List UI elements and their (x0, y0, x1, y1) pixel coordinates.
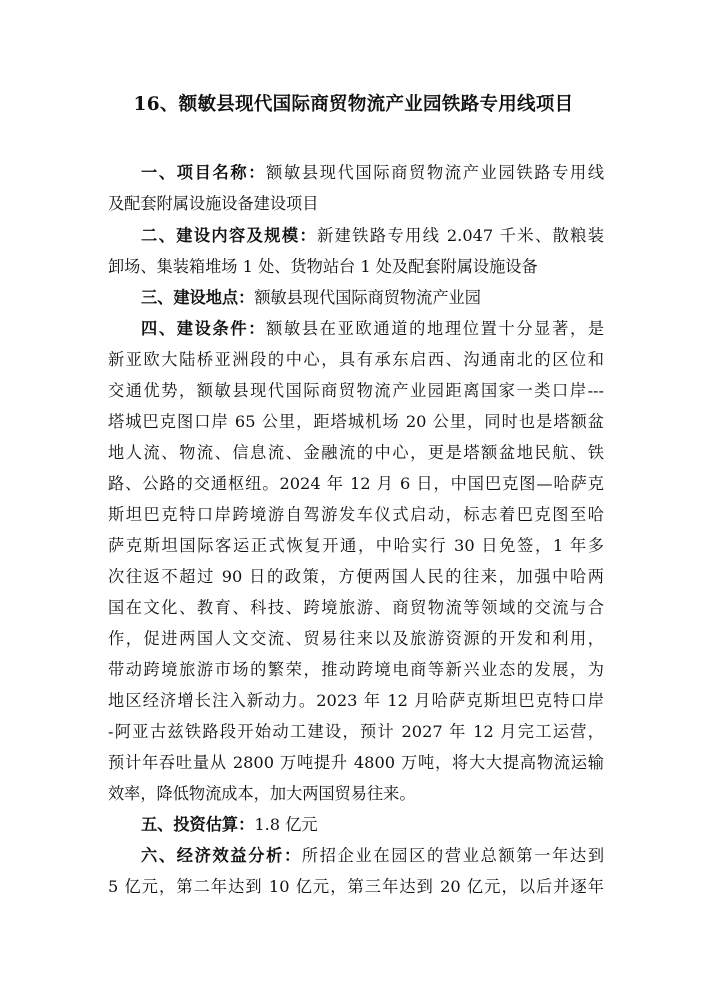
conditions-text: 额敏县在亚欧通道的地理位置十分显著，是 (266, 319, 604, 338)
scope-line (141, 225, 604, 247)
text-line: 效率，降低物流成本，加大两国贸易往来。 (108, 784, 416, 803)
text-line: 新亚欧大陆桥亚洲段的中心，具有承东启西、沟通南北的区位和 (108, 350, 604, 369)
document-title: 16、额敏县现代国际商贸物流产业园铁路专用线项目 (133, 94, 574, 115)
text-line: 地人流、物流、信息流、金融流的中心，更是塔额盆地民航、铁 (108, 443, 604, 462)
scope-label: 二、建设内容及规模： (141, 226, 318, 245)
text-line: 带动跨境旅游市场的繁荣，推动跨境电商等新兴业态的发展，为 (108, 660, 604, 679)
location-text: 额敏县现代国际商贸物流产业园 (254, 288, 481, 307)
text-line: 及配套附属设施设备建设项目 (108, 194, 319, 213)
conditions-line (141, 318, 604, 340)
benefit-text: 所招企业在园区的营业总额第一年达到 (301, 846, 604, 865)
text-line: 萨克斯坦国际客运正式恢复开通，中哈实行 30 日免签，1 年多 (108, 536, 604, 555)
location-line (141, 287, 604, 309)
investment-line (141, 814, 604, 836)
text-line: 斯坦巴克特口岸跨境游自驾游发车仪式启动，标志着巴克图至哈 (108, 505, 604, 524)
text-line: 国在文化、教育、科技、跨境旅游、商贸物流等领域的交流与合 (108, 598, 604, 617)
conditions-label: 四、建设条件： (141, 319, 267, 338)
location-label: 三、建设地点： (141, 288, 255, 307)
text-line: 交通优势，额敏县现代国际商贸物流产业园距离国家一类口岸--- (108, 381, 604, 400)
benefit-line (141, 845, 604, 867)
project-name-label: 一、项目名称： (141, 163, 267, 182)
text-line: 塔城巴克图口岸 65 公里，距塔城机场 20 公里，同时也是塔额盆 (108, 412, 604, 431)
investment-text: 1.8 亿元 (254, 815, 318, 834)
benefit-label: 六、经济效益分析： (141, 846, 302, 865)
text-line: 路、公路的交通枢纽。2024 年 12 月 6 日，中国巴克图—哈萨克 (108, 474, 604, 493)
scope-text: 新建铁路专用线 2.047 千米、散粮装 (317, 226, 604, 245)
project-name-line (141, 162, 604, 184)
project-name-text: 额敏县现代国际商贸物流产业园铁路专用线 (266, 163, 604, 182)
text-line: 卸场、集装箱堆场 1 处、货物站台 1 处及配套附属设施设备 (108, 257, 538, 276)
text-line: 预计年吞吐量从 2800 万吨提升 4800 万吨，将大大提高物流运输 (108, 753, 604, 772)
text-line: -阿亚古兹铁路段开始动工建设，预计 2027 年 12 月完工运营， (108, 722, 604, 741)
text-line: 地区经济增长注入新动力。2023 年 12 月哈萨克斯坦巴克特口岸 (108, 691, 604, 710)
text-line: 5 亿元，第二年达到 10 亿元，第三年达到 20 亿元，以后并逐年 (108, 877, 604, 896)
text-line: 作，促进两国人文交流、贸易往来以及旅游资源的开发和利用， (108, 629, 604, 648)
investment-label: 五、投资估算： (141, 815, 255, 834)
text-line: 次往返不超过 90 日的政策，方便两国人民的往来，加强中哈两 (108, 567, 604, 586)
